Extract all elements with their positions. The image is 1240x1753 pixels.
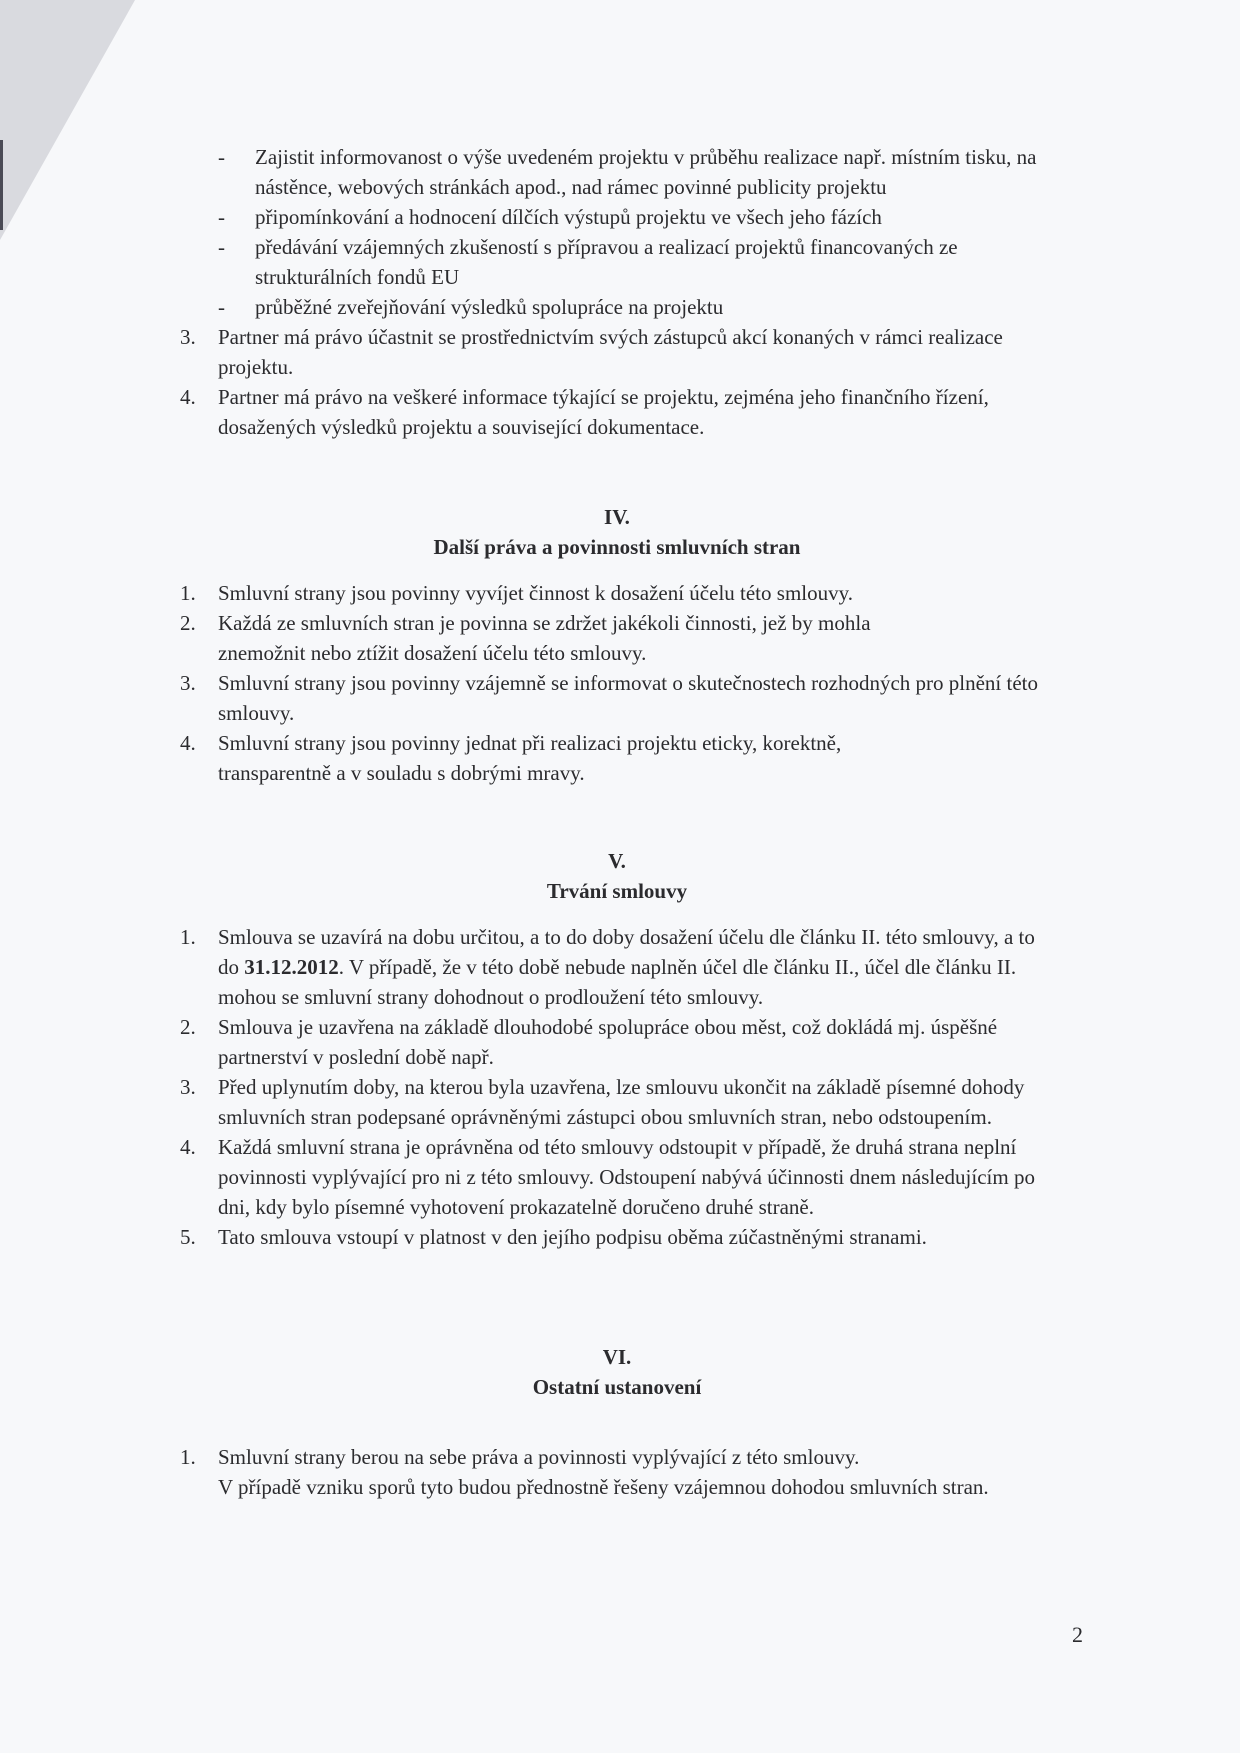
item-number: 5. — [180, 1225, 196, 1249]
bullet-item — [180, 142, 1040, 202]
section-vi-heading — [0, 1342, 1240, 1402]
item-number: 4. — [180, 731, 196, 755]
item-number: 3. — [180, 325, 196, 349]
bullet-text: Zajistit informovanost o výše uvedeném projektu v průběhu realizace např. místním tisku, na nástěnce, webových stránkách apod., nad rámec povinné publicity projektu — [255, 145, 1037, 199]
list-item — [180, 1132, 1080, 1222]
item-text-start: Smlouva se uzavírá na dobu určitou, a to do doby dosažení účelu dle článku II. této smlouvy, a to do — [218, 925, 1035, 979]
list-item — [180, 382, 1040, 442]
item-text: Tato smlouva vstoupí v platnost v den jejího podpisu oběma zúčastněnými stranami. — [218, 1225, 927, 1249]
section-title: Další práva a povinnosti smluvních stran — [433, 535, 801, 559]
section-iv-body — [180, 578, 1080, 788]
item-number: 3. — [180, 671, 196, 695]
bullet-text: připomínkování a hodnocení dílčích výstupů projektu ve všech jeho fázích — [255, 205, 882, 229]
item-number: 4. — [180, 1135, 196, 1159]
bullet-text: předávání vzájemných zkušeností s přípravou a realizací projektů financovaných ze strukturálních fondů EU — [255, 235, 958, 289]
item-text: Smluvní strany jsou povinny vyvíjet činnost k dosažení účelu této smlouvy. — [218, 581, 853, 605]
list-item — [180, 1072, 1080, 1132]
section-number: V. — [608, 849, 626, 873]
item-text: Každá smluvní strana je oprávněna od této smlouvy odstoupit v případě, že druhá strana neplní povinnosti vyplývající pro ni z této smlouvy. Odstoupení nabývá účinnosti dnem následujícím po dni, kdy bylo písemné vyhotovení prokazatelně doručeno druhé straně. — [218, 1135, 1035, 1219]
item-text-end: . V případě, že v této době nebude naplněn účel dle článku II., účel dle článku II. mohou se smluvní strany dohodnout o prodloužení této smlouvy. — [218, 955, 1017, 1009]
bullet-dash: - — [218, 145, 225, 169]
item-text: Před uplynutím doby, na kterou byla uzavřena, lze smlouvu ukončit na základě písemné dohody smluvních stran podepsané oprávněnými zástupci obou smluvních stran, nebo odstoupením. — [218, 1075, 1025, 1129]
item-number: 2. — [180, 611, 196, 635]
item-text: Partner má právo na veškeré informace týkající se projektu, zejména jeho finančního řízení, dosažených výsledků projektu a související dokumentace. — [218, 385, 989, 439]
section-title: Trvání smlouvy — [546, 879, 688, 903]
list-item — [180, 1442, 1080, 1502]
item-text-line2: V případě vzniku sporů tyto budou přednostně řešeny vzájemnou dohodou smluvních stran. — [218, 1475, 989, 1499]
section-iii-continued — [180, 142, 1040, 442]
bullet-dash: - — [218, 235, 225, 259]
list-item — [180, 922, 1080, 1012]
section-number: IV. — [604, 505, 630, 529]
bullet-dash: - — [218, 295, 225, 319]
end-date: 31.12.2012 — [244, 955, 339, 979]
bullet-item — [180, 292, 1040, 322]
section-v-heading — [0, 846, 1240, 906]
section-vi-body — [180, 1442, 1080, 1502]
item-text: Každá ze smluvních stran je povinna se zdržet jakékoli činnosti, jež by mohla znemožnit nebo ztížit dosažení účelu této smlouvy. — [218, 611, 871, 665]
section-title: Ostatní ustanovení — [532, 1375, 702, 1399]
page-number: 2 — [1072, 1622, 1083, 1647]
list-item — [180, 322, 1040, 382]
list-item — [180, 578, 1080, 608]
item-number: 2. — [180, 1015, 196, 1039]
bullet-dash: - — [218, 205, 225, 229]
item-number: 1. — [180, 581, 196, 605]
item-text: Smlouva je uzavřena na základě dlouhodobé spolupráce obou měst, což dokládá mj. úspěšné partnerství v poslední době např. — [218, 1015, 998, 1069]
list-item — [180, 668, 1080, 728]
list-item — [180, 1012, 1080, 1072]
bullet-text: průběžné zveřejňování výsledků spolupráce na projektu — [255, 295, 724, 319]
item-text: Smluvní strany jsou povinny jednat při realizaci projektu eticky, korektně, transparentně a v souladu s dobrými mravy. — [218, 731, 842, 785]
item-number: 3. — [180, 1075, 196, 1099]
bullet-item — [180, 232, 1040, 292]
bullet-item — [180, 202, 1040, 232]
list-item — [180, 1222, 1080, 1252]
item-text: Smluvní strany jsou povinny vzájemně se informovat o skutečnostech rozhodných pro plnění této smlouvy. — [218, 671, 1039, 725]
item-text: Partner má právo účastnit se prostřednictvím svých zástupců akcí konaných v rámci realizace projektu. — [218, 325, 1003, 379]
list-item — [180, 728, 1080, 788]
item-number: 4. — [180, 385, 196, 409]
section-v-body — [180, 922, 1080, 1252]
list-item — [180, 608, 1080, 668]
item-number: 1. — [180, 1445, 196, 1469]
item-text-line1: Smluvní strany berou na sebe práva a povinnosti vyplývající z této smlouvy. — [218, 1445, 860, 1469]
item-number: 1. — [180, 925, 196, 949]
section-iv-heading — [0, 502, 1240, 562]
section-number: VI. — [602, 1345, 632, 1369]
